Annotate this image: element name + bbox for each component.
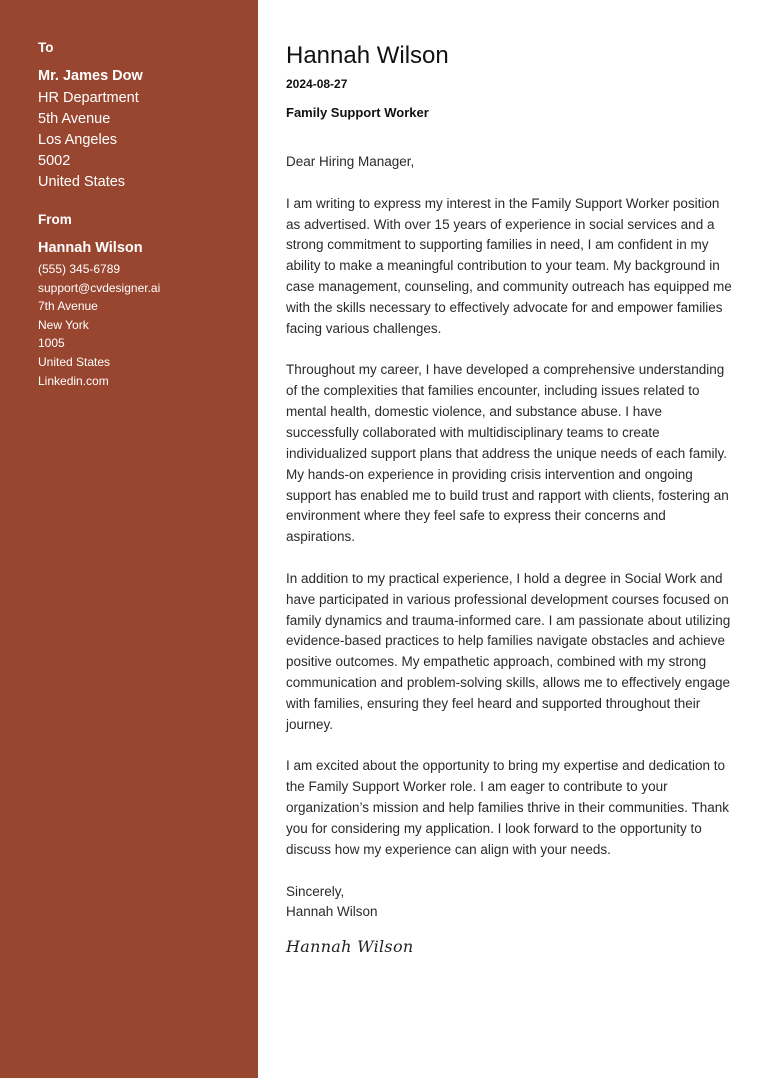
sidebar bbox=[0, 0, 258, 1078]
sender-linkedin: Linkedin.com bbox=[38, 373, 109, 388]
sender-email: support@cvdesigner.ai bbox=[38, 280, 161, 295]
page-title: Hannah Wilson bbox=[286, 42, 449, 69]
sender-heading: From bbox=[38, 212, 72, 227]
letter-content bbox=[286, 152, 736, 958]
recipient-street: 5th Avenue bbox=[38, 111, 111, 127]
signature: Hannah Wilson bbox=[286, 937, 414, 957]
sender-country: United States bbox=[38, 354, 111, 369]
recipient-name: Mr. James Dow bbox=[38, 68, 143, 84]
closing: Sincerely, bbox=[286, 883, 345, 899]
sender-postal-code: 1005 bbox=[38, 336, 65, 351]
sender-street: 7th Avenue bbox=[38, 299, 98, 314]
paragraph-1: I am writing to express my interest in the Family Support Worker position as advertised. With over 15 years of experience in social services and a strong commitment to supporting families in need, I am confident in my ability to make a meaningful contribution to your team. My background in case management, counseling, and community outreach has equipped me with the skills necessary to effectively advocate for and empower families facing various challenges. bbox=[286, 195, 732, 336]
recipient-block bbox=[38, 40, 258, 193]
sender-name: Hannah Wilson bbox=[38, 240, 143, 256]
recipient-postal-code: 5002 bbox=[38, 153, 71, 169]
recipient-department: HR Department bbox=[38, 90, 139, 106]
recipient-country: United States bbox=[38, 174, 126, 190]
paragraph-4: I am excited about the opportunity to bring my expertise and dedication to the Family Support Worker role. I am eager to contribute to your organization’s mission and help families thrive in their communities. Thank you for considering my application. I look forward to the opportunity to discuss how my experience can align with your needs. bbox=[286, 758, 729, 857]
sender-phone: (555) 345-6789 bbox=[38, 262, 121, 276]
sender-city: New York bbox=[38, 317, 89, 332]
salutation: Dear Hiring Manager, bbox=[286, 154, 415, 169]
job-title: Family Support Worker bbox=[286, 105, 429, 120]
recipient-city: Los Angeles bbox=[38, 132, 118, 148]
closing-name: Hannah Wilson bbox=[286, 904, 378, 920]
letter-date: 2024-08-27 bbox=[286, 77, 348, 91]
paragraph-2: Throughout my career, I have developed a comprehensive understanding of the complexities that families encounter, including issues related to mental health, domestic violence, and substance abuse. I have successfully collaborated with multidisciplinary teams to create individualized support plans that address the unique needs of each family. My hands-on experience in providing crisis intervention and ongoing support has enabled me to build trust and rapport with clients, fostering an environment where they feel safe to express their concerns and aspirations. bbox=[286, 362, 729, 545]
sender-block bbox=[38, 212, 258, 390]
recipient-heading: To bbox=[38, 40, 54, 55]
paragraph-3: In addition to my practical experience, I hold a degree in Social Work and have participated in various professional development courses focused on family dynamics and trauma-informed care. I am passionate about utilizing evidence-based practices to help families navigate obstacles and achieve positive outcomes. My empathetic approach, combined with my strong communication and problem-solving skills, allows me to effectively engage with families, ensuring they feel heard and supported throughout their journey. bbox=[286, 570, 731, 732]
